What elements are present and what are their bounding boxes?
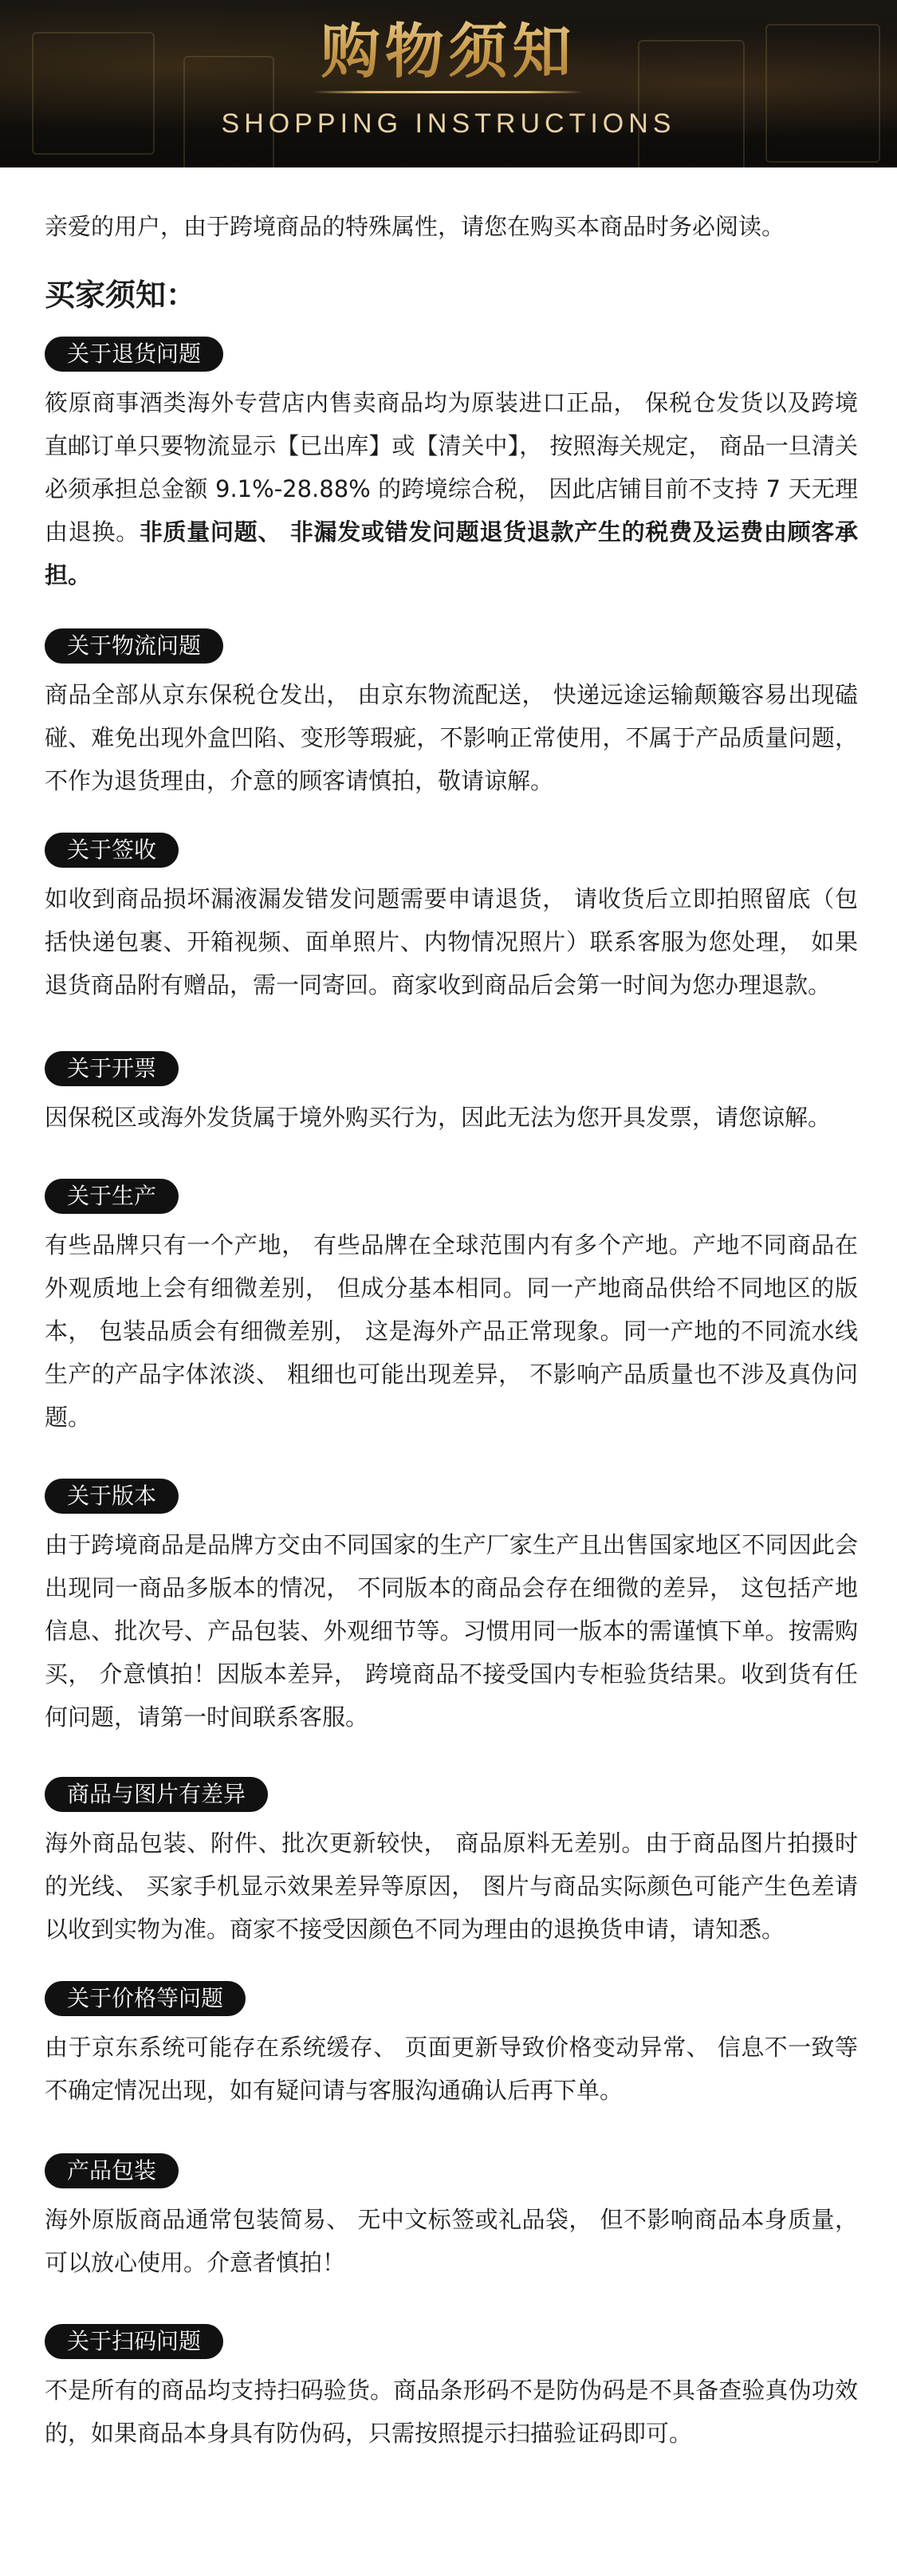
section-label: 关于生产 <box>45 1179 179 1214</box>
section-label: 关于物流问题 <box>45 628 223 664</box>
section-image-difference <box>45 1777 858 1951</box>
section-body: 商品全部从京东保税仓发出， 由京东物流配送， 快递远途运输颠簸容易出现磕碰、难免出现外盒凹陷、变形等瑕疵，不影响正常使用，不属于产品质量问题，不作为退货理由，介意的顾客请慎拍，敬请谅解。 <box>45 681 858 794</box>
buyer-notice-title: 买家须知： <box>45 278 197 313</box>
banner-divider <box>313 91 584 93</box>
banner-subtitle: SHOPPING INSTRUCTIONS <box>221 108 676 139</box>
section-body: 海外商品包装、附件、批次更新较快， 商品原料无差别。由于商品图片拍摄时的光线、 买家手机显示效果差异等原因， 图片与商品实际颜色可能产生色差请以收到实物为准。商家不接受因颜色不同为理由的退换货申请，请知悉。 <box>45 1830 858 1943</box>
section-text: 筱原商事酒类海外专营店内售卖商品均为原装进口正品， 保税仓发货以及跨境直邮订单只要物流显示【已出库】或【清关中】， 按照海关规定， 商品一旦清关必须承担总金额 9.1%-28.88% 的跨境综合税， 因此店铺目前不支持 7 天无理由退换。 <box>45 389 858 546</box>
section-body: 由于京东系统可能存在系统缓存、 页面更新导致价格变动异常、 信息不一致等不确定情况出现，如有疑问请与客服沟通确认后再下单。 <box>45 2034 858 2104</box>
section-label: 商品与图片有差异 <box>45 1777 268 1812</box>
section-label: 关于开票 <box>45 1051 179 1086</box>
section-scan-code <box>45 2324 858 2455</box>
banner-title: 购物须知 <box>0 5 897 89</box>
section-logistics <box>45 628 858 802</box>
section-price <box>45 1981 858 2112</box>
section-bold-text: 非质量问题、 非漏发或错发问题退货退款产生的税费及运费由顾客承担。 <box>45 518 858 589</box>
section-invoice <box>45 1051 858 1139</box>
section-body: 海外原版商品通常包装简易、 无中文标签或礼品袋， 但不影响商品本身质量，可以放心使用。介意者慎拍！ <box>45 2206 858 2276</box>
section-production <box>45 1179 858 1439</box>
section-label: 产品包装 <box>45 2153 179 2188</box>
intro-text: 亲爱的用户，由于跨境商品的特殊属性，请您在购买本商品时务必阅读。 <box>45 213 785 240</box>
section-returns <box>45 337 858 597</box>
section-label: 关于扫码问题 <box>45 2324 223 2359</box>
section-body: 如收到商品损坏漏液漏发错发问题需要申请退货， 请收货后立即拍照留底（包括快递包裹、开箱视频、面单照片、内物情况照片）联系客服为您处理， 如果退货商品附有赠品，需一同寄回。商家收到商品后会第一时间为您办理退款。 <box>45 885 858 998</box>
section-label: 关于退货问题 <box>45 337 223 372</box>
section-label: 关于签收 <box>45 833 179 868</box>
section-packaging <box>45 2153 858 2284</box>
section-version <box>45 1479 858 1739</box>
section-label: 关于版本 <box>45 1479 179 1514</box>
banner <box>0 0 897 167</box>
section-body <box>45 381 858 597</box>
section-body: 有些品牌只有一个产地， 有些品牌在全球范围内有多个产地。产地不同商品在外观质地上会有细微差别， 但成分基本相同。同一产地商品供给不同地区的版本， 包装品质会有细微差别， 这是海外产品正常现象。同一产地的不同流水线生产的产品字体浓淡、 粗细也可能出现差异， 不影响产品质量也不涉及真伪问题。 <box>45 1231 858 1431</box>
section-receipt <box>45 833 858 1006</box>
section-label: 关于价格等问题 <box>45 1981 246 2016</box>
section-body: 不是所有的商品均支持扫码验货。商品条形码不是防伪码是不具备查验真伪功效的，如果商品本身具有防伪码，只需按照提示扫描验证码即可。 <box>45 2377 858 2447</box>
section-body: 因保税区或海外发货属于境外购买行为，因此无法为您开具发票，请您谅解。 <box>45 1104 832 1131</box>
section-body: 由于跨境商品是品牌方交由不同国家的生产厂家生产且出售国家地区不同因此会出现同一商品多版本的情况， 不同版本的商品会存在细微的差异， 这包括产地信息、批次号、产品包装、外观细节等。习惯用同一版本的需谨慎下单。按需购买， 介意慎拍！因版本差异， 跨境商品不接受国内专柜验货结果。收到货有任何问题，请第一时间联系客服。 <box>45 1531 858 1731</box>
